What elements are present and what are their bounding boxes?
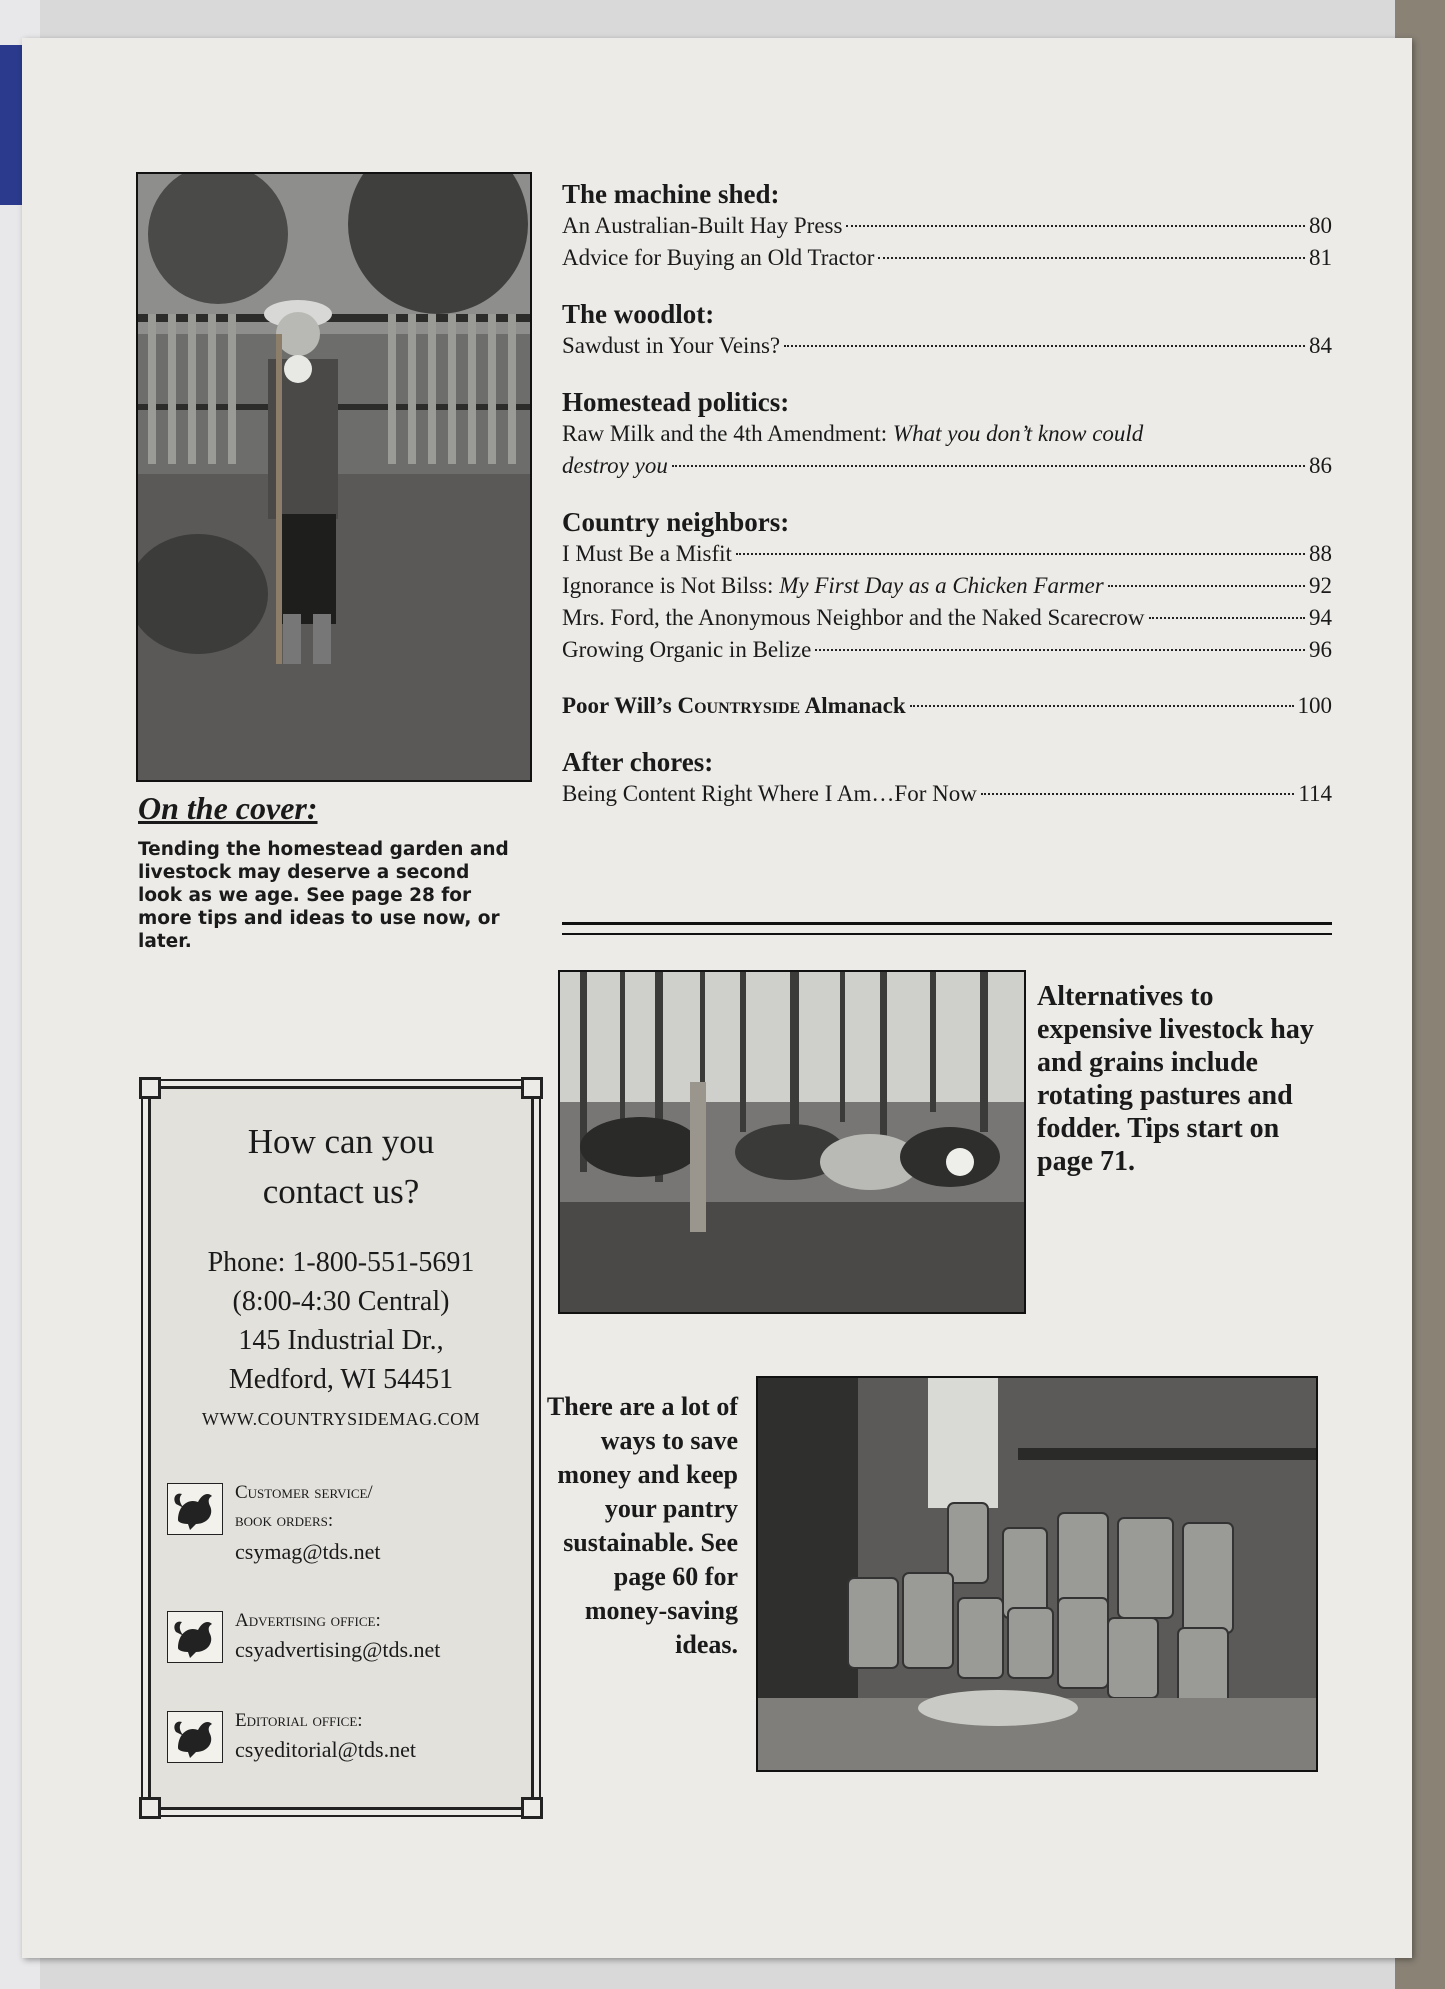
- section-title: Homestead politics:: [562, 387, 790, 417]
- office-label: Editorial office:: [235, 1710, 363, 1731]
- entry-page: 96: [1309, 637, 1332, 662]
- entry-page: 92: [1309, 573, 1332, 598]
- corner-ornament: [139, 1077, 161, 1099]
- contact-street: 145 Industrial Dr.,: [238, 1325, 444, 1356]
- toc-entry[interactable]: [562, 330, 1332, 362]
- entry-page: 94: [1309, 605, 1332, 630]
- rooster-icon: [167, 1611, 223, 1663]
- office-email[interactable]: csyeditorial@tds.net: [235, 1737, 416, 1762]
- toc-entry[interactable]: [562, 538, 1332, 570]
- contact-heading: [151, 1117, 531, 1217]
- cover-caption-title: On the cover:: [138, 790, 318, 826]
- toc-entry[interactable]: [562, 602, 1332, 634]
- toc-entry[interactable]: [562, 242, 1332, 274]
- contact-info: [151, 1243, 531, 1399]
- entry-title-italic: My First Day as a Chicken Farmer: [779, 573, 1104, 598]
- entry-title: Being Content Right Where I Am…For Now: [562, 781, 977, 806]
- leader-dots: [815, 649, 1305, 651]
- contact-website[interactable]: WWW.COUNTRYSIDEMAG.COM: [201, 1409, 481, 1429]
- cover-caption-text: Tending the homestead garden and livestock may deserve a second look as we age. See page 28 for more tips and ideas to use now, or later.: [138, 839, 509, 952]
- contact-box: [148, 1086, 534, 1810]
- rooster-icon: [167, 1483, 223, 1535]
- toc-section-neighbors: [562, 506, 1332, 666]
- entry-title-italic: What you don’t know could: [892, 421, 1144, 446]
- toc-entry[interactable]: [562, 634, 1332, 666]
- office-email[interactable]: csymag@tds.net: [235, 1539, 381, 1564]
- leader-dots: [1108, 585, 1305, 587]
- contact-hours: (8:00-4:30 Central): [232, 1286, 450, 1317]
- entry-title: Mrs. Ford, the Anonymous Neighbor and the Naked Scarecrow: [562, 605, 1145, 630]
- table-of-contents: [562, 178, 1332, 834]
- entry-title: [562, 690, 906, 722]
- goats-photo: [558, 970, 1026, 1314]
- leader-dots: [878, 257, 1305, 259]
- toc-entry-line1[interactable]: [562, 418, 1332, 450]
- contact-heading-line1: How can you: [247, 1122, 435, 1161]
- double-rule-divider: [562, 922, 1332, 935]
- pantry-photo: [756, 1376, 1318, 1772]
- blue-edge: [0, 45, 22, 205]
- entry-title-text: Raw Milk and the 4th Amendment:: [562, 421, 893, 446]
- toc-section-politics: [562, 386, 1332, 482]
- cover-photo: [136, 172, 532, 782]
- entry-page: 84: [1309, 333, 1332, 358]
- office-email[interactable]: csyadvertising@tds.net: [235, 1637, 441, 1662]
- corner-ornament: [521, 1077, 543, 1099]
- leader-dots: [981, 793, 1295, 795]
- entry-title-italic: destroy you: [562, 453, 668, 478]
- entry-page: 114: [1298, 781, 1332, 806]
- almanack-smallcaps: Countryside: [677, 693, 801, 718]
- office-label: Customer service/ book orders:: [235, 1482, 373, 1531]
- leader-dots: [1149, 617, 1305, 619]
- toc-entry[interactable]: [562, 778, 1332, 810]
- entry-page: 86: [1309, 453, 1332, 478]
- office-label: Advertising office:: [235, 1610, 381, 1631]
- toc-section-after-chores: [562, 746, 1332, 810]
- entry-title: [562, 418, 1143, 450]
- entry-page: 100: [1297, 693, 1332, 718]
- toc-entry-line2[interactable]: [562, 450, 1332, 482]
- section-title: The machine shed:: [562, 179, 780, 209]
- toc-section-woodlot: [562, 298, 1332, 362]
- toc-section-machine-shed: [562, 178, 1332, 274]
- entry-title: I Must Be a Misfit: [562, 541, 732, 566]
- entry-title: [562, 570, 1104, 602]
- corner-ornament: [521, 1797, 543, 1819]
- toc-section-almanack: [562, 690, 1332, 722]
- leader-dots: [736, 553, 1305, 555]
- section-title: After chores:: [562, 747, 714, 777]
- entry-title: An Australian-Built Hay Press: [562, 213, 843, 238]
- entry-page: 80: [1309, 213, 1332, 238]
- toc-entry[interactable]: [562, 210, 1332, 242]
- almanack-suffix: Almanack: [800, 693, 906, 718]
- leader-dots: [784, 345, 1305, 347]
- rooster-icon: [167, 1711, 223, 1763]
- entry-page: 88: [1309, 541, 1332, 566]
- contact-phone[interactable]: Phone: 1-800-551-5691: [207, 1247, 475, 1278]
- magazine-page: [22, 38, 1412, 1958]
- goats-caption: Alternatives to expensive livestock hay and grains include rotating pastures and fodder. Tips start on page 71.: [1037, 981, 1314, 1177]
- corner-ornament: [139, 1797, 161, 1819]
- section-title: The woodlot:: [562, 299, 715, 329]
- entry-title: Advice for Buying an Old Tractor: [562, 245, 875, 270]
- toc-entry[interactable]: [562, 570, 1332, 602]
- entry-page: 81: [1309, 245, 1332, 270]
- leader-dots: [846, 225, 1305, 227]
- section-title: Country neighbors:: [562, 507, 790, 537]
- contact-heading-line2: contact us?: [262, 1172, 420, 1211]
- leader-dots: [672, 465, 1305, 467]
- almanack-prefix: Poor Will’s: [562, 693, 678, 718]
- toc-entry[interactable]: [562, 690, 1332, 722]
- entry-title-text: Ignorance is Not Bilss:: [562, 573, 780, 598]
- entry-title: Growing Organic in Belize: [562, 637, 812, 662]
- pantry-caption: There are a lot of ways to save money and keep your pantry sustainable. See page 60 for money-saving ideas.: [546, 1392, 738, 1659]
- contact-city: Medford, WI 54451: [228, 1364, 454, 1395]
- entry-title: Sawdust in Your Veins?: [562, 333, 781, 358]
- leader-dots: [910, 705, 1294, 707]
